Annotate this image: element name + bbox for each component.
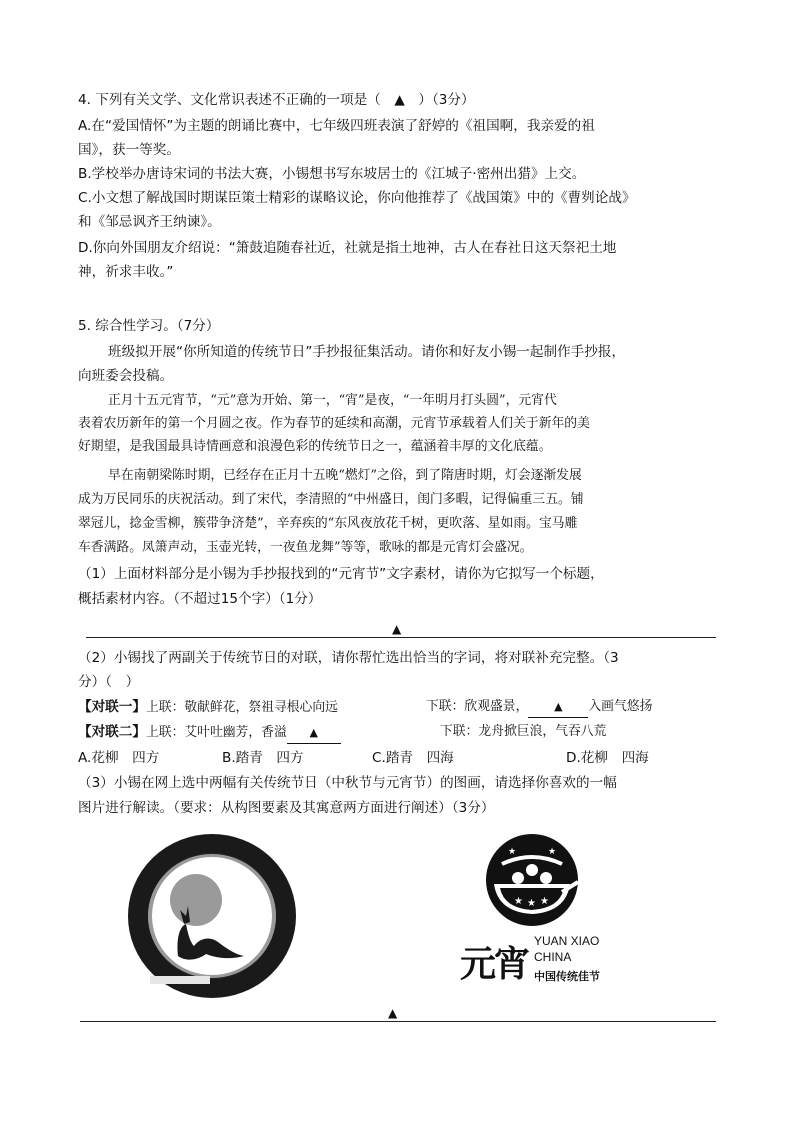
q4-option-b: B.学校举办唐诗宋词的书法大赛，小锡想书写东坡居士的《江城子·密州出猎》上交。 [78, 166, 586, 182]
couplet1 [78, 697, 338, 718]
part3-line2: 图片进行解读。（要求：从构图要素及其寓意两方面进行阐述）（3分） [78, 800, 495, 816]
answer-line-2 [80, 1021, 716, 1022]
couplet1-tag: 【对联一】 [78, 699, 146, 715]
part3-line1: （3）小锡在网上选中两幅有关传统节日（中秋节与元宵节）的图画，请选择你喜欢的一幅 [78, 775, 617, 791]
logo-subtitle: 中国传统佳节 [534, 970, 600, 983]
couplet2 [78, 722, 341, 744]
material-line7: 车香满路。凤箫声动，玉壶光转，一夜鱼龙舞”等等，歌咏的都是元宵灯会盛况。 [78, 540, 533, 555]
couplet1-blank-marker: ▲ [554, 700, 563, 713]
material-line5: 成为万民同乐的庆祝活动。到了宋代，李清照的“中州盛日，闺门多暇，记得偏重三五。铺 [78, 492, 584, 507]
part2-line2: 分）（ ） [78, 674, 140, 690]
couplet1-upper: 上联：敬献鲜花，祭祖寻根心向远 [145, 700, 338, 715]
ink-circle-moon-illustration [120, 826, 300, 1002]
option-d: D.花柳 四海 [566, 750, 649, 766]
answer-marker-1: ▲ [392, 622, 402, 636]
material-line4: 早在南朝梁陈时期，已经存在正月十五晚“燃灯”之俗，到了隋唐时期，灯会逐渐发展 [108, 468, 582, 483]
couplet2-blank [287, 722, 341, 744]
part1-line1: （1）上面材料部分是小锡为手抄报找到的“元宵节”文字素材，请你为它拟写一个标题， [78, 566, 604, 582]
couplet2-blank-marker: ▲ [309, 726, 318, 739]
bowl-and-stars-icon [482, 832, 582, 932]
material-line1: 正月十五元宵节，“元”意为开始、第一，“宵”是夜，“一年明月打头圆”，元宵代 [108, 393, 557, 408]
yuanxiao-logo [460, 832, 635, 992]
material-line2: 表着农历新年的第一个月圆之夜。作为春节的延续和高潮，元宵节承载着人们关于新年的美 [78, 416, 590, 431]
option-b: B.踏青 四方 [222, 750, 304, 766]
svg-text:★: ★ [540, 896, 549, 907]
svg-text:★: ★ [514, 896, 523, 907]
mid-autumn-image [120, 826, 300, 1002]
material-line3: 好期望，是我国最具诗情画意和浪漫色彩的传统节日之一，蕴涵着丰厚的文化底蕴。 [78, 439, 552, 454]
couplet1-lower [426, 697, 652, 718]
logo-en-line2: CHINA [534, 950, 572, 964]
answer-marker-2: ▲ [388, 1006, 398, 1020]
svg-text:★: ★ [527, 898, 536, 909]
q4-option-a-line1: A.在“爱国情怀”为主题的朗诵比赛中，七年级四班表演了舒婷的《祖国啊，我亲爱的祖 [78, 118, 595, 134]
q4-option-d-line2: 神，祈求丰收。” [78, 264, 174, 280]
answer-line-1 [86, 637, 716, 638]
option-c: C.踏青 四海 [372, 750, 454, 766]
couplet1-lower-post: 入画气悠扬 [588, 699, 653, 714]
part1-line2: 概括素材内容。（不超过15个字）（1分） [78, 591, 322, 607]
svg-text:★: ★ [548, 847, 557, 857]
couplet2-upper-pre: 上联：艾叶吐幽芳，香溢 [145, 725, 287, 740]
q4-option-c-line1: C.小文想了解战国时期谋臣策士精彩的谋略议论，你向他推荐了《战国策》中的《曹刿论战》 [78, 190, 636, 206]
couplet2-lower: 下联：龙舟掀巨浪，气吞八荒 [440, 724, 607, 739]
couplet2-tag: 【对联二】 [78, 724, 146, 740]
couplet1-lower-pre: 下联：欣观盛景， [426, 699, 529, 714]
option-a: A.花柳 四方 [78, 750, 160, 766]
q4-option-d-line1: D.你向外国朋友介绍说：“箫鼓追随春社近，社就是指土地神，古人在春社日这天祭祀土地 [78, 240, 617, 256]
svg-text:★: ★ [508, 847, 517, 857]
q5-intro-line2: 向班委会投稿。 [78, 368, 174, 384]
logo-title-cn: 元宵 [460, 943, 529, 985]
q4-option-c-line2: 和《邹忌讽齐王纳谏》。 [78, 214, 221, 230]
q5-intro-line1: 班级拟开展“你所知道的传统节日”手抄报征集活动。请你和好友小锡一起制作手抄报， [108, 344, 626, 360]
material-line6: 翠冠儿，捻金雪柳，簇带争济楚”，辛弃疾的“东风夜放花千树，更吹落、星如雨。宝马雕 [78, 516, 578, 531]
q5-stem: 5. 综合性学习。（7分） [78, 318, 220, 334]
q4-stem: 4. 下列有关文学、文化常识表述不正确的一项是（ ▲ ）（3分） [78, 92, 475, 108]
logo-en-line1: YUAN XIAO [534, 934, 600, 948]
part2-line1: （2）小锡找了两副关于传统节日的对联，请你帮忙选出恰当的字词，将对联补充完整。（3 [78, 650, 619, 666]
couplet1-blank [528, 697, 588, 718]
q4-option-a-line2: 国》，获一等奖。 [78, 142, 180, 158]
